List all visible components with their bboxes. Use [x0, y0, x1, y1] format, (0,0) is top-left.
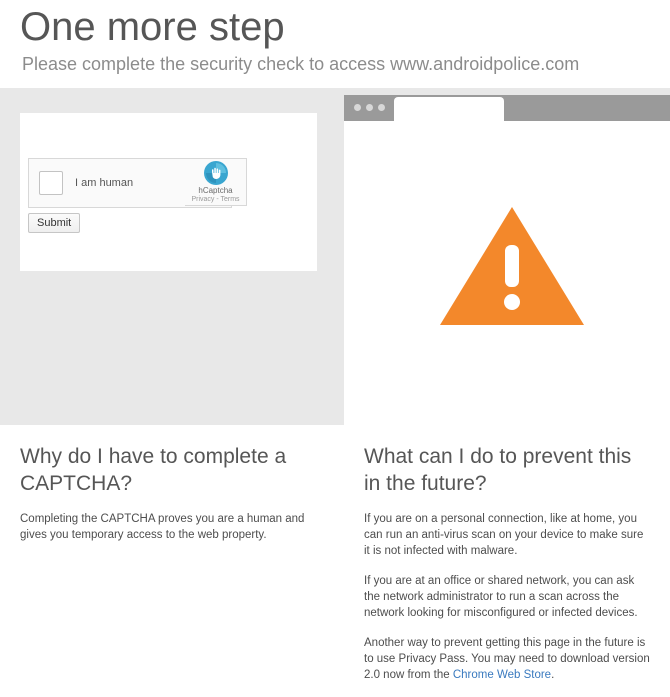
browser-illustration	[340, 88, 670, 425]
captcha-checkbox[interactable]	[39, 171, 63, 195]
hcaptcha-terms-link[interactable]: Privacy - Terms	[191, 196, 240, 203]
hcaptcha-branding	[185, 158, 247, 206]
prevent-paragraph-1: If you are on a personal connection, like at home, you can run an anti-virus scan on your device to make sure it is not infected with malware.	[364, 513, 644, 557]
page-header	[0, 0, 670, 88]
why-captcha-paragraph: Completing the CAPTCHA proves you are a human and gives you temporary access to the web property.	[20, 513, 305, 541]
warning-triangle-icon	[437, 201, 587, 336]
chrome-web-store-link[interactable]: Chrome Web Store	[452, 669, 552, 681]
prevent-paragraph-3	[364, 635, 650, 683]
browser-viewport	[344, 121, 670, 425]
captcha-checkbox-label: I am human	[75, 177, 134, 189]
column-prevent-future	[340, 443, 670, 697]
privacy-pass-text-after: .	[551, 669, 555, 681]
hcaptcha-logo-icon	[203, 160, 229, 186]
page-subtitle: Please complete the security check to access www.androidpolice.com	[22, 54, 580, 74]
browser-tab	[394, 97, 504, 121]
browser-toolbar	[344, 95, 670, 121]
prevent-future-heading: What can I do to prevent this in the future?	[364, 445, 632, 495]
why-captcha-heading: Why do I have to complete a CAPTCHA?	[20, 445, 287, 495]
hcaptcha-name: hCaptcha	[198, 186, 233, 195]
captcha-area	[0, 88, 340, 425]
explanation-section	[0, 425, 670, 697]
captcha-card	[20, 113, 317, 271]
page-title: One more step	[20, 5, 285, 49]
submit-button[interactable]: Submit	[28, 213, 80, 233]
column-why-captcha	[0, 443, 340, 697]
browser-window-dots-icon	[354, 104, 385, 111]
prevent-paragraph-2: If you are at an office or shared network, you can ask the network administrator to run a scan across the network looking for misconfigured or infected devices.	[364, 575, 638, 619]
privacy-pass-text-before: Another way to prevent getting this page in the future is to use Privacy Pass. You may need to download version 2.0 now from the	[364, 637, 650, 681]
hero-band	[0, 88, 670, 425]
